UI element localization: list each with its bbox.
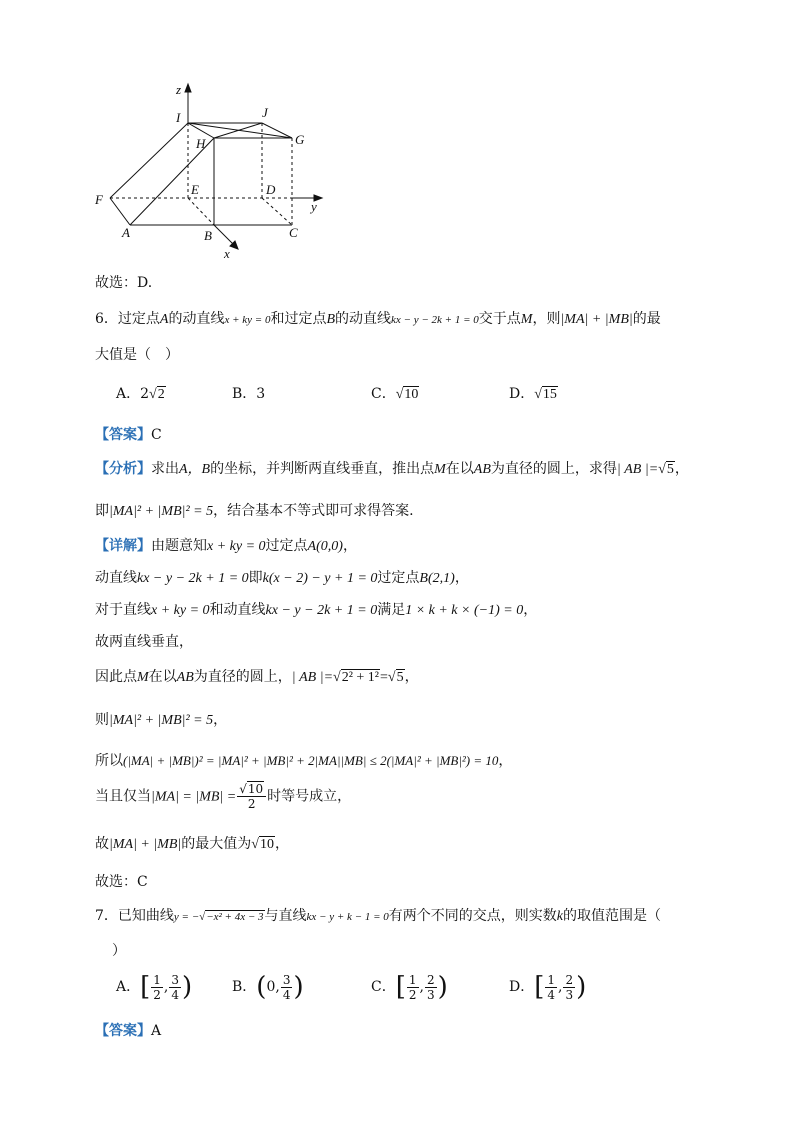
q6-analysis-line1: 【分析】求出A，B的坐标，并判断两直线垂直，推出点M在以AB为直径的圆上，求得| AB |=√5， [95, 461, 689, 477]
q7-stem-line2: ） [112, 943, 126, 959]
q6-option-d: D．√15 [509, 386, 557, 402]
vertex-G: G [295, 132, 305, 147]
q6-answer: 【答案】C [95, 427, 162, 443]
q6-option-a: A．2√2 [116, 386, 165, 402]
q6-detail-line9: 故|MA| + |MB|的最大值为√10， [95, 836, 289, 852]
q7-option-a: A．[ $\frac{1}{2}$ , $\frac{3}{4}$ ) [116, 972, 193, 1002]
vertex-J: J [262, 105, 268, 120]
vertex-F: F [95, 192, 103, 207]
q7-option-d: D．[ $\frac{1}{4}$ , $\frac{2}{3}$ ) [509, 972, 587, 1002]
q6-option-c: C．√10 [371, 386, 419, 402]
q7-option-b: B．(0, $\frac{3}{4}$ ) [232, 972, 304, 1002]
q7-option-c: C．[ $\frac{1}{2}$ , $\frac{2}{3}$ ) [371, 972, 448, 1002]
q5-conclusion: 故选：D. [95, 275, 153, 291]
q6-stem-line1: 6．过定点A的动直线x + ky = 0和过定点B的动直线kx − y − 2k + 1 = 0交于点M，则|MA| + |MB|的最 [95, 311, 661, 327]
vertex-A: A [122, 225, 130, 240]
q6-detail-line2: 动直线kx − y − 2k + 1 = 0即k(x − 2) − y + 1 = 0过定点B(2,1)， [95, 570, 469, 586]
axis-z-label: z [176, 82, 182, 97]
q6-final: 故选：C [95, 874, 148, 890]
q6-stem-line2: 大值是（ ） [95, 347, 179, 363]
q6-detail-line5: 因此点M在以AB为直径的圆上，| AB |=√2² + 1²=√5， [95, 669, 419, 685]
axis-x-label: x [224, 246, 230, 261]
q6-option-b: B．3 [232, 386, 266, 402]
axis-y-label: y [311, 199, 317, 214]
vertex-E: E [191, 182, 199, 197]
q6-detail-line7: 所以(|MA| + |MB|)² = |MA|² + |MB|² + 2|MA||MB| ≤ 2(|MA|² + |MB|²) = 10， [95, 753, 513, 769]
q6-detail-line8: 当且仅当|MA| = |MB| = $\frac{√10}{2}$ 时等号成立， [95, 782, 352, 811]
q6-analysis-line2: 即|MA|² + |MB|² = 5，结合基本不等式即可求得答案. [95, 503, 414, 519]
q6-detail-line6: 则|MA|² + |MB|² = 5， [95, 712, 228, 728]
q7-answer: 【答案】A [95, 1023, 162, 1039]
geometry-figure [90, 80, 340, 265]
q7-stem-line1: 7．已知曲线y = −√−x² + 4x − 3与直线kx − y + k − 1 = 0有两个不同的交点，则实数k的取值范围是（ [95, 908, 661, 924]
vertex-C: C [289, 225, 298, 240]
vertex-H: H [196, 136, 206, 151]
vertex-D: D [266, 182, 276, 197]
q6-detail-line4: 故两直线垂直， [95, 634, 193, 650]
q6-detail-line1: 【详解】由题意知x + ky = 0过定点A(0,0)， [95, 538, 357, 554]
vertex-I: I [176, 110, 181, 125]
vertex-B: B [204, 228, 212, 243]
q6-detail-line3: 对于直线x + ky = 0和动直线kx − y − 2k + 1 = 0满足1 × k + k × (−1) = 0， [95, 602, 538, 618]
